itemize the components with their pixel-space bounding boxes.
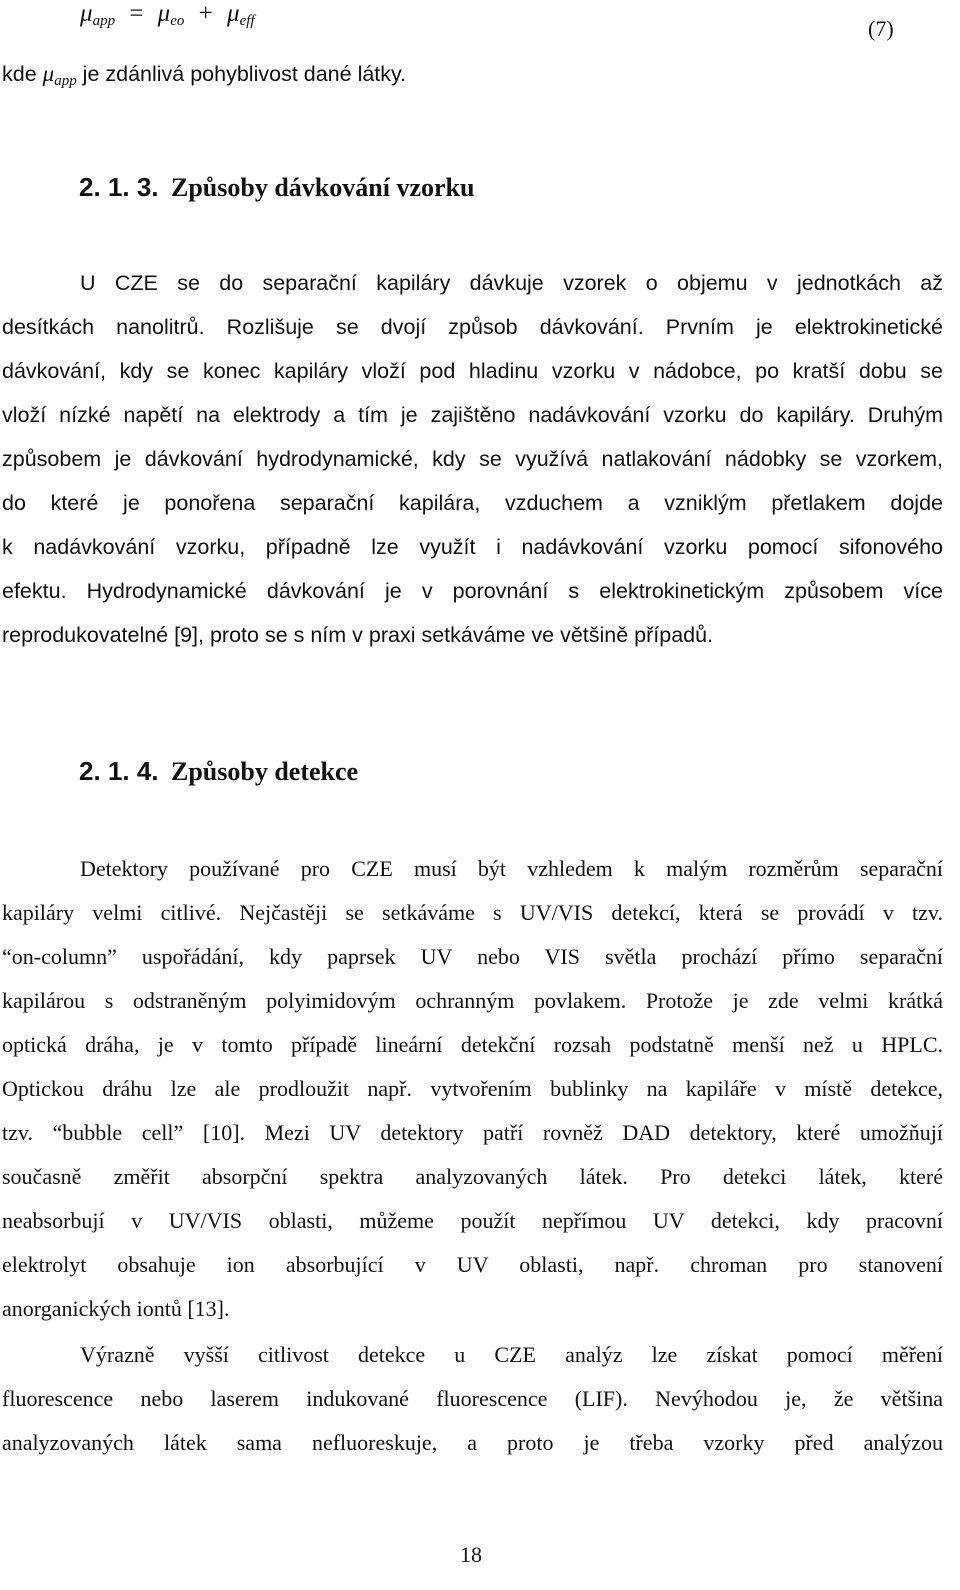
mu-app-subscript: app	[92, 13, 116, 29]
paragraph-line: elektrolyt obsahuje ion absorbující v UV oblasti, např. chroman pro stanovení	[2, 1252, 943, 1277]
page-number: 18	[460, 1542, 482, 1567]
paragraph-line: současně změřit absorpční spektra analyzovaných látek. Pro detekci látek, které	[2, 1164, 943, 1189]
paragraph-line: optická dráha, je v tomto případě lineární detekční rozsah podstatně menší než u HPLC.	[2, 1032, 943, 1057]
section-title: Způsoby dávkování vzorku	[171, 173, 475, 202]
where-mu-symbol: μ	[42, 61, 55, 86]
where-mu-subscript: app	[54, 73, 77, 89]
paragraph-line: k nadávkování vzorku, případně lze využít i nadávkování vzorku pomocí sifonového	[2, 535, 943, 559]
plus-sign: +	[198, 0, 213, 27]
mu-eff-subscript: eff	[239, 13, 255, 29]
mu-eo-subscript: eo	[170, 13, 185, 29]
section-title: Způsoby detekce	[171, 757, 359, 786]
mu-eo-symbol: → μ	[158, 0, 171, 28]
mu-eff-symbol: → μ	[227, 0, 240, 28]
paragraph-line: způsobem je dávkování hydrodynamické, kdy se využívá natlakování nádobky se vzorkem,	[2, 447, 943, 471]
paragraph-line: neabsorbují v UV/VIS oblasti, můžeme použít nepřímou UV detekci, kdy pracovní	[2, 1208, 943, 1233]
paragraph-line: kapiláry velmi citlivé. Nejčastěji se setkáváme s UV/VIS detekcí, která se provádí v tzv.	[2, 900, 943, 925]
equation-number: (7)	[868, 16, 894, 41]
paragraph-line: do které je ponořena separační kapilára, vzduchem a vzniklým přetlakem dojde	[2, 491, 943, 515]
section-heading-2-1-4	[79, 756, 358, 787]
paragraph-line: Optickou dráhu lze ale prodloužit např. vytvořením bublinky na kapiláře v místě detekce,	[2, 1076, 943, 1101]
paragraph-line: U CZE se do separační kapiláry dávkuje vzorek o objemu v jednotkách až	[80, 271, 943, 295]
paragraph-line: fluorescence nebo laserem indukované fluorescence (LIF). Nevýhodou je, že většina	[2, 1386, 943, 1411]
paragraph-line: reprodukovatelné [9], proto se s ním v praxi setkáváme ve většině případů.	[2, 623, 714, 647]
paragraph-line: efektu. Hydrodynamické dávkování je v porovnání s elektrokinetickým způsobem více	[2, 579, 943, 603]
paragraph-line: anorganických iontů [13].	[2, 1296, 230, 1321]
where-suffix: je zdánlivá pohyblivost dané látky.	[76, 62, 407, 86]
paragraph-line: dávkování, kdy se konec kapiláry vloží pod hladinu vzorku v nádobce, po kratší dobu se	[2, 359, 943, 383]
equation-7	[80, 0, 255, 40]
paragraph-line: Výrazně vyšší citlivost detekce u CZE analýz lze získat pomocí měření	[80, 1342, 943, 1367]
paragraph-line: tzv. “bubble cell” [10]. Mezi UV detektory patří rovněž DAD detektory, které umožňují	[2, 1120, 943, 1145]
paragraph-line: vloží nízké napětí na elektrody a tím je zajištěno nadávkování vzorku do kapiláry. Druhým	[2, 403, 943, 427]
paragraph-line: “on-column” uspořádání, kdy paprsek UV nebo VIS světla prochází přímo separační	[2, 944, 943, 969]
where-line	[2, 59, 943, 92]
paragraph-line: analyzovaných látek sama nefluoreskuje, a proto je třeba vzorky před analýzou	[2, 1430, 943, 1455]
paragraph-line: Detektory používané pro CZE musí být vzhledem k malým rozměrům separační	[80, 856, 943, 881]
section-heading-2-1-3	[79, 172, 474, 203]
where-prefix: kde	[2, 62, 43, 86]
paragraph-line: desítkách nanolitrů. Rozlišuje se dvojí způsob dávkování. Prvním je elektrokinetické	[2, 315, 943, 339]
mu-app-symbol: → μ	[80, 0, 93, 28]
equals-sign: =	[129, 0, 144, 27]
section-number: 2. 1. 3.	[79, 172, 159, 202]
paragraph-line: kapilárou s odstraněným polyimidovým ochranným povlakem. Protože je zde velmi krátká	[2, 988, 943, 1013]
section-number: 2. 1. 4.	[79, 756, 159, 786]
